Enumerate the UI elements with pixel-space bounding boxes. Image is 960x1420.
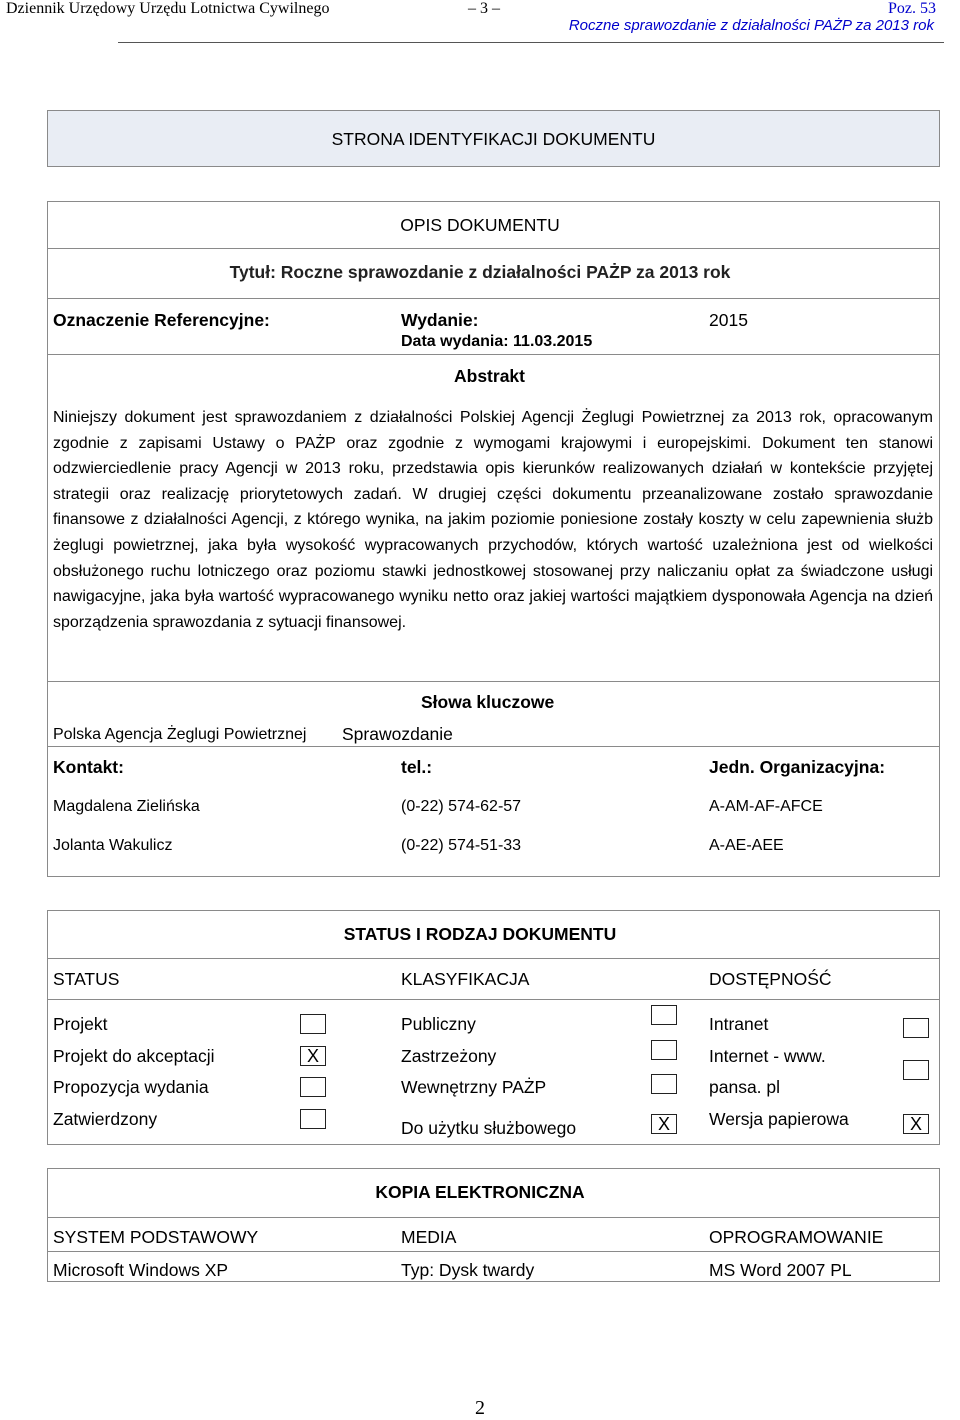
classification-option-label: Do użytku służbowego <box>401 1118 577 1138</box>
availability-option-label: pansa. pl <box>709 1077 781 1097</box>
page-marker: – 3 – <box>468 0 500 17</box>
availability-column-header: DOSTĘPNOŚĆ <box>709 969 832 989</box>
document-title: Tytuł: Roczne sprawozdanie z działalności PAŻP za 2013 rok <box>229 262 731 282</box>
availability-option-label: Intranet <box>709 1014 769 1034</box>
software-header: OPROGRAMOWANIE <box>709 1227 884 1247</box>
status-option-label: Projekt do akceptacji <box>53 1046 215 1066</box>
contact-header: Kontakt: <box>53 757 124 777</box>
divider <box>47 1251 940 1252</box>
divider <box>47 298 940 299</box>
status-checkbox[interactable] <box>300 1077 326 1097</box>
status-option-label: Propozycja wydania <box>53 1077 209 1097</box>
software-value: MS Word 2007 PL <box>709 1260 852 1280</box>
reference-label: Oznaczenie Referencyjne: <box>53 310 270 330</box>
availability-option-label: Wersja papierowa <box>709 1109 849 1129</box>
header-divider <box>118 42 944 43</box>
edition-value: 2015 <box>709 310 748 330</box>
classification-checkbox[interactable]: X <box>651 1114 677 1134</box>
issue-date: Data wydania: 11.03.2015 <box>401 333 593 350</box>
classification-checkbox[interactable] <box>651 1074 677 1094</box>
classification-checkbox[interactable] <box>651 1005 677 1025</box>
divider <box>47 1217 940 1218</box>
base-system-header: SYSTEM PODSTAWOWY <box>53 1227 259 1247</box>
contact-name: Jolanta Wakulicz <box>53 837 173 854</box>
divider <box>47 354 940 355</box>
status-option-label: Zatwierdzony <box>53 1109 158 1129</box>
contact-phone: (0-22) 574-62-57 <box>401 798 522 815</box>
divider <box>47 248 940 249</box>
classification-option-label: Publiczny <box>401 1014 476 1034</box>
contact-unit: A-AE-AEE <box>709 837 784 854</box>
contact-phone: (0-22) 574-51-33 <box>401 837 522 854</box>
availability-option-label: Internet - www. <box>709 1046 826 1066</box>
abstract-text: Niniejszy dokument jest sprawozdaniem z działalności Polskiej Agencji Żeglugi Powietrznej za 2013 rok, opracowanym zgodnie z zapisami Ustawy o PAŻP oraz zgodnie z wymogami krajowymi i europejskimi. Dokument ten stanowi odzwierciedlenie pracy Agencji w 2013 roku, przedstawia opis kierunków realizowanych działań w kontekście przyjętej strategii oraz realizację priorytetowych zadań. W drugiej części dokumentu przeanalizowane zostało sprawozdanie finansowe z działalności Agencji, z którego wynika, na jakim poziomie poniesione zostały koszty w celu zapewnienia służb żeglugi powietrznej, jaka była wysokość wypracowanych przychodów, których wartość uzależniona jest od wielkości obsłużonego ruchu lotniczego oraz poziomu stawki jednostkowej stosowanej przy naliczaniu opłat za świadczone usługi nawigacyjne, jaka była wartość wypracowanego wyniku netto oraz jakiej wartości majątkiem dysponowała Agencja na dzień sporządzenia sprawozdania z sytuacji finansowej. <box>53 409 933 631</box>
divider <box>47 746 940 747</box>
journal-name: Dziennik Urzędowy Urzędu Lotnictwa Cywilnego <box>6 0 330 17</box>
unit-header: Jedn. Organizacyjna: <box>709 757 886 777</box>
keywords-heading: Słowa kluczowe <box>421 692 555 712</box>
phone-header: tel.: <box>401 757 433 777</box>
media-header: MEDIA <box>401 1227 457 1247</box>
base-system-value: Microsoft Windows XP <box>53 1260 229 1280</box>
media-value: Typ: Dysk twardy <box>401 1260 535 1280</box>
identification-title: STRONA IDENTYFIKACJI DOKUMENTU <box>331 129 656 149</box>
status-heading: STATUS I RODZAJ DOKUMENTU <box>343 924 617 944</box>
divider <box>47 958 940 959</box>
status-checkbox[interactable] <box>300 1109 326 1129</box>
status-option-label: Projekt <box>53 1014 108 1034</box>
classification-checkbox[interactable] <box>651 1040 677 1060</box>
page-number: 2 <box>475 1397 485 1419</box>
contact-unit: A-AM-AF-AFCE <box>709 798 823 815</box>
availability-checkbox[interactable]: X <box>903 1114 929 1134</box>
header-subtitle: Roczne sprawozdanie z działalności PAŻP za 2013 rok <box>568 17 934 34</box>
contact-name: Magdalena Zielińska <box>53 798 200 815</box>
identification-title-box <box>47 110 940 167</box>
availability-checkbox[interactable] <box>903 1060 929 1080</box>
keyword-item: Sprawozdanie <box>342 724 453 744</box>
edition-label: Wydanie: <box>401 310 479 330</box>
availability-checkbox[interactable] <box>903 1018 929 1038</box>
classification-option-label: Wewnętrzny PAŻP <box>401 1077 547 1097</box>
position-number: Poz. 53 <box>888 0 936 17</box>
status-checkbox[interactable] <box>300 1014 326 1034</box>
electronic-copy-heading: KOPIA ELEKTRONICZNA <box>375 1182 585 1202</box>
status-column-header: STATUS <box>53 969 120 989</box>
keyword-item: Polska Agencja Żeglugi Powietrznej <box>53 726 307 743</box>
status-checkbox[interactable]: X <box>300 1046 326 1066</box>
classification-column-header: KLASYFIKACJA <box>401 969 530 989</box>
divider <box>47 999 940 1000</box>
description-heading: OPIS DOKUMENTU <box>400 215 560 235</box>
classification-option-label: Zastrzeżony <box>401 1046 497 1066</box>
abstract-heading: Abstrakt <box>454 366 525 386</box>
